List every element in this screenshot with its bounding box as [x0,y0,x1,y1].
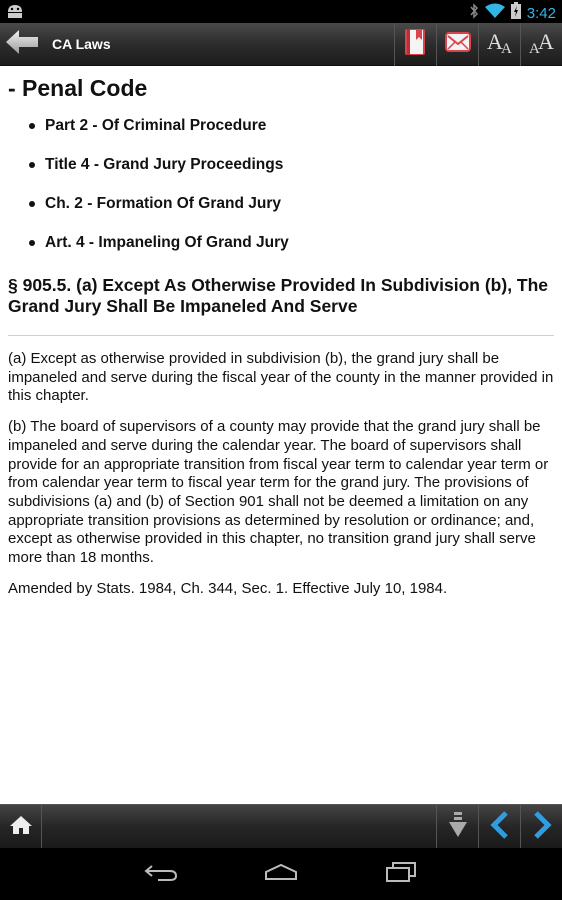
app-title: CA Laws [52,36,111,52]
page-title: - Penal Code [8,75,148,101]
breadcrumb-item[interactable] [8,155,554,194]
download-icon [446,811,470,844]
battery-icon [511,2,521,24]
breadcrumb-list [8,116,554,272]
breadcrumb-item[interactable] [8,116,554,155]
breadcrumb-label: Ch. 2 - Formation Of Grand Jury [45,195,281,212]
bookmark-icon [404,28,428,61]
recents-nav-icon [384,861,418,888]
home-icon [9,814,33,841]
wifi-icon [485,3,505,24]
breadcrumb-label: Art. 4 - Impaneling Of Grand Jury [45,234,289,251]
paragraph-a: (a) Except as otherwise provided in subdivision (b), the grand jury shall be impaneled and serve during the fiscal year of the county in the manner provided in this chapter. [8,350,554,405]
bluetooth-icon [469,3,479,24]
bookmark-button[interactable] [394,23,436,66]
font-decrease-button[interactable] [478,23,520,66]
next-button[interactable] [520,805,562,849]
nav-recents-button[interactable] [381,860,421,888]
svg-text:A: A [537,29,554,54]
back-button[interactable] [0,23,44,66]
breadcrumb-label: Part 2 - Of Criminal Procedure [45,117,267,134]
nav-back-button[interactable] [141,860,181,888]
breadcrumb-label: Title 4 - Grand Jury Proceedings [45,156,284,173]
amendment-note: Amended by Stats. 1984, Ch. 344, Sec. 1. Effective July 10, 1984. [8,579,448,597]
font-increase-button[interactable] [520,23,562,66]
home-button[interactable] [0,805,42,849]
action-bar [0,23,562,66]
clock: 3:42 [526,4,556,22]
section-heading: § 905.5. (a) Except As Otherwise Provided In Subdivision (b), The Grand Jury Shall Be Impaneled And Serve [8,275,549,316]
back-nav-icon [144,862,178,887]
svg-text:A: A [500,41,512,55]
system-nav-bar [0,848,562,900]
divider [8,335,554,336]
status-bar [0,0,562,23]
next-icon [531,811,553,844]
paragraph-b: (b) The board of supervisors of a county may provide that the grand jury shall be impaneled and serve during the calendar year. The board of supervisors shall provide for an appropriate transition from fiscal year term to calendar year term or from calendar year term to fiscal year term for the grand jury. The provisions of subdivisions (a) and (b) of Section 901 shall not be deemed a limitation on any appropriate transition provisions as determined by resolution or ordinance; and, except as otherwise provided in this chapter, no transition grand jury shall serve more than 18 months. [8,418,549,567]
font-decrease-icon [486,29,514,60]
bullet-icon [29,201,35,207]
bullet-icon [29,162,35,168]
font-increase-icon [528,29,556,60]
previous-button[interactable] [478,805,520,849]
email-button[interactable] [436,23,478,66]
law-content[interactable] [0,66,562,804]
bullet-icon [29,123,35,129]
home-nav-icon [263,862,299,887]
previous-icon [489,811,511,844]
svg-text:A: A [486,29,503,54]
svg-text:A: A [528,41,540,55]
breadcrumb-item[interactable] [8,233,554,272]
android-debug-icon [6,3,24,24]
bullet-icon [29,240,35,246]
back-arrow-icon [5,29,39,60]
email-icon [445,31,471,58]
bottom-toolbar [0,804,562,848]
download-button[interactable] [436,805,478,849]
nav-home-button[interactable] [261,860,301,888]
breadcrumb-item[interactable] [8,194,554,233]
